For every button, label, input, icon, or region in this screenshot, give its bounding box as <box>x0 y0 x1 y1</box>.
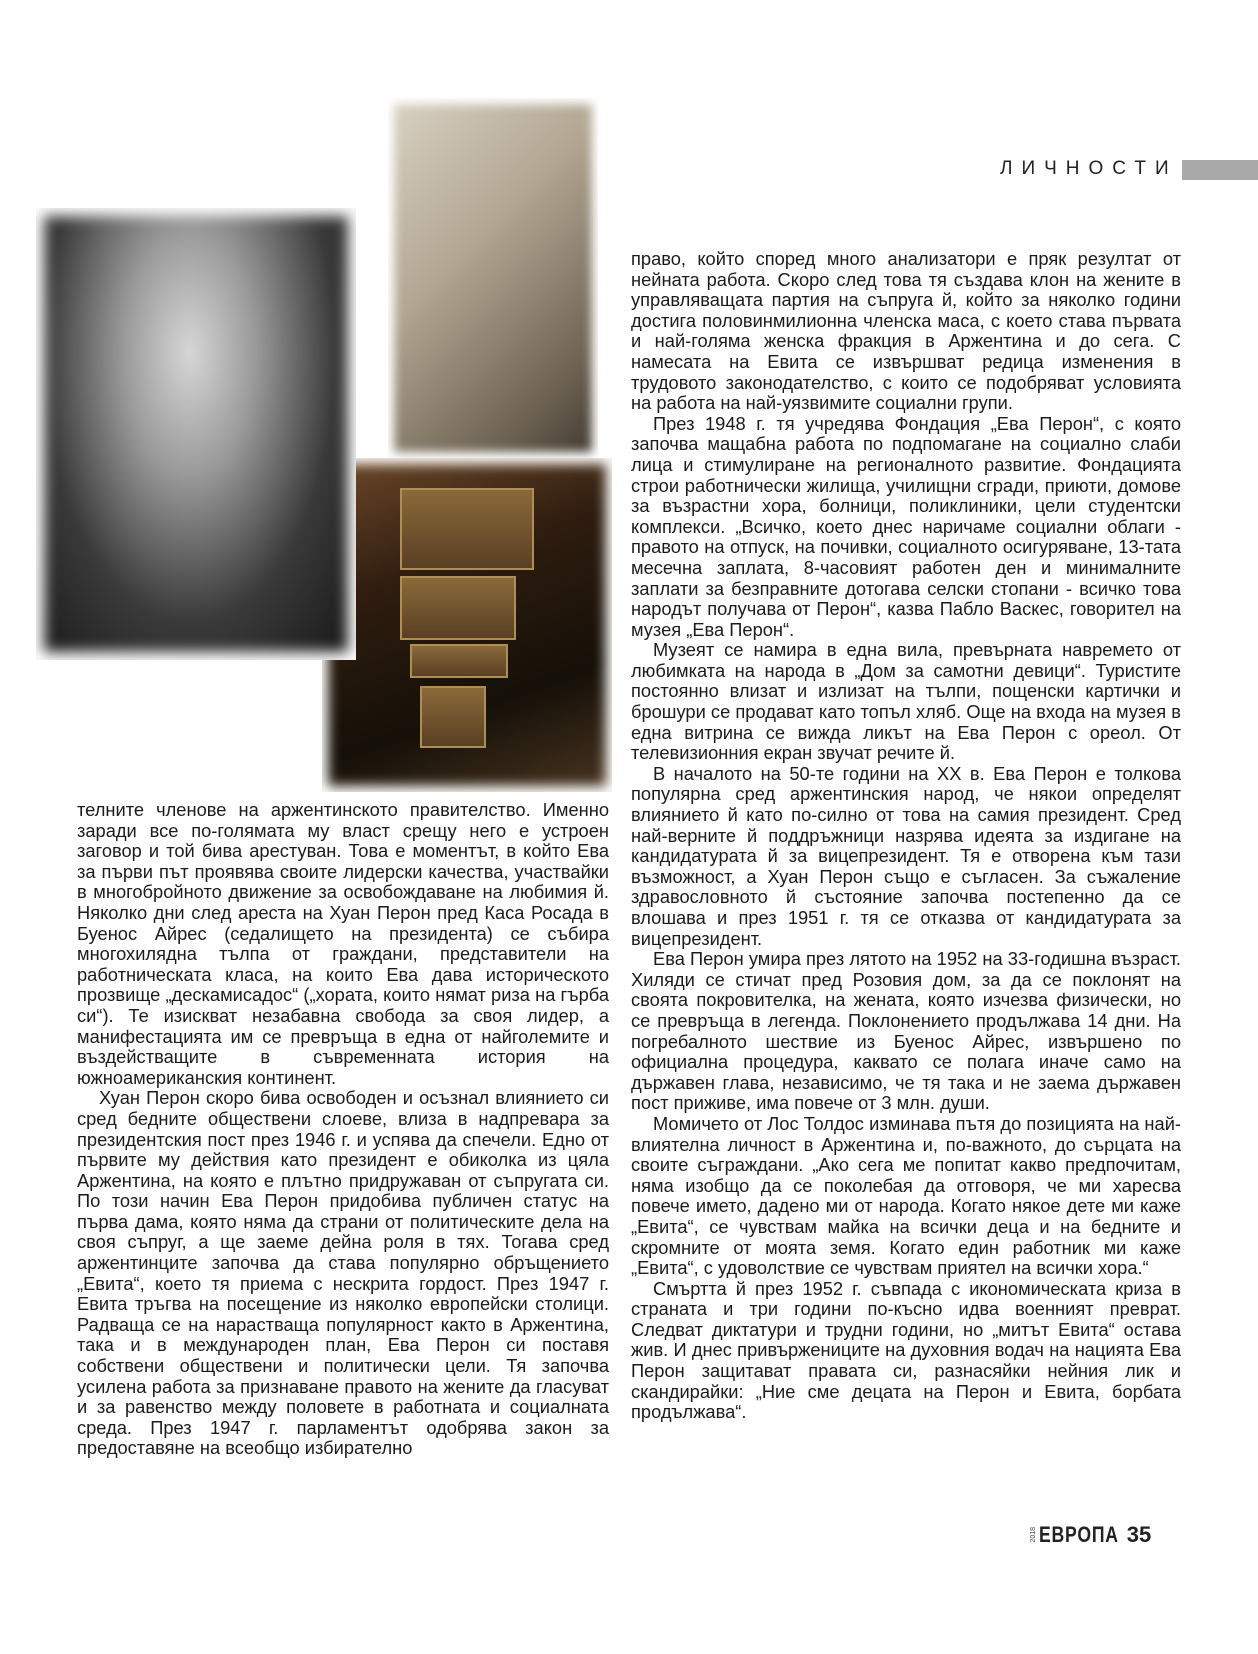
paragraph: Ева Перон умира през лятото на 1952 на 33-годишна възраст. Хиляди се стичат пред Розовия дом, за да се поклонят на своята покровителка, на жената, която изчезва физически, но се превръща в легенда. Поклонението продължава 14 дни. На погребалното шествие из Буенос Айрес, извършено по официална процедура, каквато се полага иначе само на държавен глава, независимо, че тя така и не заема държавен пост приживе, има повече от 3 млн. души. <box>631 948 1181 1114</box>
photo-eva-portrait <box>36 208 356 660</box>
paragraph: Смъртта й през 1952 г. съвпада с икономическата криза в страната и три години по-късно идва военният преврат. Следват диктатури и трудни години, но „митът Евита“ остава жив. И днес привържениците на духовния водач на нацията Ева Перон защитават правата си, разнасяйки нейния лик и скандирайки: „Ние сме децата на Перон и Евита, борбата продължава“. <box>631 1277 1181 1423</box>
paragraph: Музеят се намира в една вила, превърната навремето от любимката на народа в „Дом за самотни девици“. Туристите постоянно влизат и излизат на тълпи, пощенски картички и брошури се продават като топъл хляб. Още на входа на музея в една витрина се вижда ликът на Ева Перон с ореол. От телевизионния екран звучат речите й. <box>631 639 1181 764</box>
paragraph: Хуан Перон скоро бива освободен и осъзнал влиянието си сред бедните обществени слоеве, влиза в надпревара за президентския пост през 1946 г. и успява да спечели. Едно от първите му действия като президент е обиколка из цяла Аржентина, на която е плътно придружаван от съпругата си. По този начин Ева Перон придобива публичен статус на първа дама, която няма да страни от политическите дела на своя съпруг, а ще заеме дейна роля в тях. Тогава сред аржентинците започва да става популярно обръщението „Евита“, което тя приема с нескрита гордост. През 1947 г. Евита тръгва на посещение из няколко европейски столици. Радваща се на нарастваща популярност както в Аржентина, така и в международен план, Ева Перон си поставя собствени обществени и политически цели. Тя започва усилена работа за признаване правото на жените да гласуват и за равенство между половете в работната и социалната среда. През 1947 г. парламентът одобрява закон за предоставяне на всеобщо избирателно <box>77 1087 609 1459</box>
paragraph: През 1948 г. тя учредява Фондация „Ева Перон“, с която започва мащабна работа по подпомагане на социално слаби лица и стимулиране на регионалното развитие. Фондацията строи работнически жилища, училищни сгради, приюти, домове за възрастни хора, болници, поликлиники, цели студентски комплекси. „Всичко, което днес наричаме социални облаги - правото на отпуск, на почивки, социалното осигуряване, 13-тата месечна заплата, 8-часовият работен ден и минималните заплати за безправните дотогава селски стопани - всичко това народът получава от Перон“, казва Пабло Васкес, говорител на музея „Ева Перон“. <box>631 412 1181 640</box>
magazine-name: ЕВРОПА <box>1039 1522 1119 1547</box>
photo-eva-juan-peron <box>388 98 598 458</box>
section-bar <box>1182 160 1258 180</box>
paragraph: телните членове на аржентинското правителство. Именно заради все по-голямата му власт срещу него е устроен заговор и той бива арестуван. Това е моментът, в който Ева за първи път проявява своите лидерски качества, участвайки в многобройното движение за освобождаване на любимия й. Няколко дни след ареста на Хуан Перон пред Каса Росада в Буенос Айрес (седалището на президента) се събира многохилядна тълпа от граждани, представители на работническата класа, на които Ева дава историческото прозвище „дескамисадос“ („хората, които нямат риза на гърба си“). Те изискват незабавна свобода за своя лидер, а манифестацията им се превръща в една от найголемите и въздействащите в съвременната история на южноамериканския континент. <box>77 799 609 1088</box>
paragraph: право, който според много анализатори е пряк резултат от нейната работа. Скоро след това тя създава клон на жените в управляващата партия на съпруга й, който за няколко години достига половинмилионна членска маса, с което става първата и най-голяма женска фракция в Аржентина и до сега. С намесата на Евита се извършват редица изменения в трудовото законодателство, с които се подобряват условията на работа на най-уязвимите социални групи. <box>631 248 1181 414</box>
article-right-column <box>631 249 1181 1423</box>
page-footer <box>1030 1518 1151 1552</box>
paragraph: В началото на 50-те години на XX в. Ева Перон е толкова популярна сред аржентинския народ, че някои определят влиянието й като по-силно от това на самия президент. Сред най-верните й поддръжници назрява идеята за издигане на кандидатурата й за вицепрезидент. Тя е отворена към тази възможност, а Хуан Перон също е съгласен. За съжаление здравословното й състояние започва постепенно да се влошава и през 1951 г. тя се отказва от кандидатурата за вицепрезидент. <box>631 762 1181 949</box>
article-left-column <box>77 800 609 1459</box>
photo-tomb-plaques <box>322 458 612 792</box>
page-number: 35 <box>1126 1522 1152 1547</box>
issue-year: 2018 <box>1030 1527 1037 1543</box>
section-label: ЛИЧНОСТИ <box>1000 158 1178 179</box>
paragraph: Момичето от Лос Толдос изминава пътя до позицията на най-влиятелна личност в Аржентина и, по-важното, до сърцата на своите съграждани. „Ако сега ме попитат какво предпочитам, няма изобщо да се поколебая да отговоря, че ми харесва повече името, дадено ми от народа. Когато някое дете ми каже „Евита“, се чувствам майка на всички деца и на бедните и скромните от моята земя. Когато един работник ми каже „Евита“, с удоволствие се чувствам приятел на всички хора.“ <box>631 1112 1181 1279</box>
